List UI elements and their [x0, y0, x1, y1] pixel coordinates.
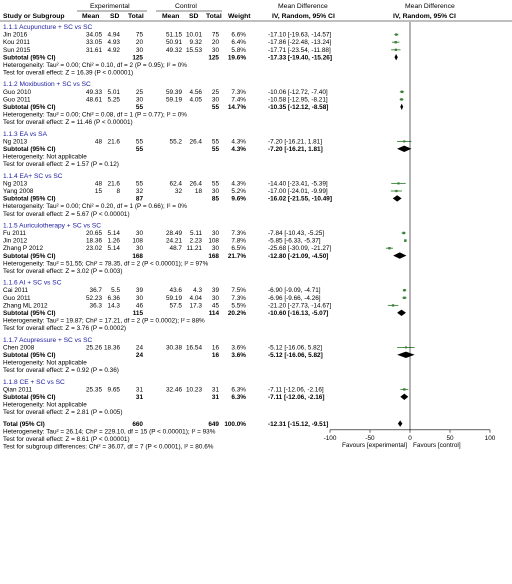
subtotal-total-control: 55 [211, 104, 219, 111]
study-point-estimate [397, 182, 399, 184]
total-experimental: 75 [135, 31, 143, 39]
subtotal-weight: 4.3% [231, 146, 246, 153]
overall-effect-test: Test for overall effect: Z = 2.81 (P = 0.005) [3, 409, 123, 417]
subtotal-weight: 19.6% [227, 54, 246, 62]
sd-control: 15.53 [186, 46, 202, 54]
subtotal-total-control: 114 [208, 310, 219, 317]
subtotal-diamond [400, 104, 403, 110]
mean-control: 24.21 [166, 237, 182, 245]
header-mean-1: Mean [82, 13, 100, 20]
weight: 5.5% [231, 302, 246, 310]
overall-effect-test: Test for overall effect: Z = 0.92 (P = 0.36) [3, 367, 119, 375]
sd-control: 2.23 [189, 237, 202, 245]
total-control: 25 [211, 88, 219, 96]
heterogeneity-text: Heterogeneity: Not applicable [3, 359, 87, 367]
mean-control: 59.19 [166, 294, 182, 302]
sd-control: 5.11 [190, 230, 202, 237]
study-point-estimate [395, 33, 397, 35]
weight: 7.3% [231, 230, 246, 237]
sd-control: 4.04 [189, 294, 202, 302]
mean-difference-ci: -6.96 [-9.66, -4.26] [268, 294, 321, 302]
mean-difference-ci: -7.11 [-12.06, -2.16] [268, 386, 324, 394]
subtotal-total-experimental: 168 [132, 252, 143, 260]
heterogeneity-text: Heterogeneity: Tau² = 19.87; Chi² = 17.21, df = 2 (P = 0.0002); I² = 88% [3, 317, 205, 325]
study-point-estimate [392, 304, 394, 306]
subtotal-row [3, 195, 402, 202]
total-experimental: 24 [135, 344, 143, 352]
study-point-estimate [403, 297, 405, 299]
subtotal-total-control: 85 [211, 195, 219, 203]
sd-experimental: 4.92 [107, 46, 120, 54]
mean-control: 59.39 [166, 88, 182, 96]
study-name: Chen 2008 [3, 344, 35, 352]
total-overall-effect: Test for overall effect: Z = 8.61 (P < 0.00001) [3, 436, 130, 443]
study-row [3, 302, 398, 309]
header-mean-2: Mean [162, 13, 180, 20]
total-control: 55 [211, 138, 219, 146]
header-control: Control [175, 3, 197, 10]
study-point-estimate [403, 388, 405, 390]
subtotal-diamond [397, 310, 406, 316]
total-experimental: 46 [135, 302, 143, 310]
header-ci-plot: IV, Random, 95% CI [393, 13, 456, 20]
header-ci: IV, Random, 95% CI [272, 13, 335, 20]
header-total-1: Total [128, 13, 144, 20]
study-name: Kou 2011 [3, 39, 30, 47]
subgroup-differences-test: Test for subgroup differences: Chi² = 36.07, df = 7 (P < 0.0001), I² = 80.6% [3, 443, 214, 451]
weight: 7.4% [231, 96, 246, 104]
subtotal-diamond [393, 195, 402, 201]
subgroup-title: 1.1.1 Acupuncture + SC vs SC [3, 24, 93, 31]
study-name: Guo 2010 [3, 88, 32, 96]
total-ci: -12.31 [-15.12, -9.51] [268, 420, 329, 428]
mean-control: 51.15 [166, 31, 182, 39]
total-control: 108 [208, 237, 219, 245]
study-point-estimate [404, 239, 407, 242]
sd-control: 11.21 [186, 245, 202, 253]
total-control: 30 [211, 230, 219, 237]
study-row [3, 32, 398, 39]
header-study-or-subgroup: Study or Subgroup [3, 13, 65, 20]
mean-experimental: 48 [94, 138, 102, 146]
mean-experimental: 49.33 [86, 88, 102, 96]
study-point-estimate [388, 247, 390, 249]
study-point-estimate [395, 49, 397, 51]
total-experimental: 55 [135, 138, 143, 146]
subgroup-7 [3, 337, 415, 374]
subgroup-2 [3, 81, 404, 126]
study-name: Ng 2013 [3, 180, 28, 188]
mean-difference-ci: -5.12 [-16.06, 5.82] [268, 344, 323, 352]
overall-effect-test: Test for overall effect: Z = 3.76 (P = 0.0002) [3, 325, 127, 333]
mean-experimental: 18.36 [86, 237, 102, 245]
total-experimental: 30 [135, 230, 143, 237]
heterogeneity-text: Heterogeneity: Tau² = 0.00; Chi² = 0.20, df = 1 (P = 0.66); I² = 0% [3, 203, 187, 211]
mean-experimental: 52.23 [86, 294, 102, 302]
header-weight: Weight [228, 13, 251, 20]
mean-experimental: 36.7 [89, 287, 102, 295]
subtotal-label: Subtotal (95% CI) [3, 54, 56, 62]
total-experimental: 30 [135, 294, 143, 302]
subtotal-ci: -17.33 [-19.40, -15.26] [268, 54, 332, 62]
axis-tick-label: -50 [365, 434, 375, 442]
sd-control: 18 [194, 188, 202, 195]
overall-effect-test: Test for overall effect: Z = 11.46 (P < 0.00001) [3, 119, 133, 127]
total-control: 30 [211, 96, 219, 104]
table-header [0, 3, 512, 21]
total-experimental: 55 [135, 180, 143, 188]
subtotal-total-control: 168 [208, 252, 219, 260]
overall-effect-test: Test for overall effect: Z = 16.39 (P < 0.00001) [3, 69, 134, 77]
subtotal-label: Subtotal (95% CI) [3, 195, 56, 203]
header-mean-difference: Mean Difference [278, 3, 328, 10]
mean-experimental: 15 [94, 188, 102, 195]
mean-control: 28.49 [166, 230, 182, 237]
heterogeneity-text: Heterogeneity: Tau² = 0.00; Chi² = 0.10, df = 2 (P = 0.95); I² = 0% [3, 62, 187, 69]
weight: 7.3% [231, 88, 246, 96]
sd-experimental: 4.93 [107, 39, 120, 47]
mean-experimental: 48.61 [86, 96, 102, 104]
study-name: Yang 2008 [3, 188, 34, 195]
subgroup-3 [3, 131, 411, 168]
favours-experimental-label: Favours [experimental] [342, 441, 407, 449]
study-point-estimate [395, 190, 397, 192]
subtotal-ci: -12.80 [-21.09, -4.50] [268, 252, 329, 260]
mean-control: 48.7 [169, 245, 182, 253]
total-experimental: 30 [135, 245, 143, 253]
study-point-estimate [401, 91, 403, 93]
mean-difference-ci: -17.10 [-19.63, -14.57] [268, 31, 332, 39]
total-control: 30 [211, 245, 219, 253]
mean-experimental: 25.26 [86, 344, 102, 352]
mean-experimental: 34.05 [86, 31, 102, 39]
subgroup-title: 1.1.7 Acupressure + SC vs SC [3, 336, 93, 344]
mean-experimental: 23.02 [86, 245, 102, 253]
sd-experimental: 18.36 [104, 344, 120, 352]
subgroup-4 [3, 173, 406, 218]
header-sd-2: SD [189, 13, 199, 20]
overall-effect-test: Test for overall effect: Z = 3.02 (P = 0.003) [3, 268, 123, 275]
subtotal-label: Subtotal (95% CI) [3, 310, 56, 317]
heterogeneity-text: Heterogeneity: Not applicable [3, 401, 87, 409]
sd-experimental: 9.65 [107, 386, 120, 394]
subtotal-diamond [397, 146, 411, 152]
total-weight: 100.0% [224, 420, 246, 428]
study-name: Ng 2013 [3, 138, 28, 146]
subtotal-label: Subtotal (95% CI) [3, 104, 56, 111]
subtotal-label: Subtotal (95% CI) [3, 352, 56, 359]
study-name: Zhang P 2012 [3, 245, 44, 253]
mean-experimental: 48 [94, 180, 102, 188]
total-label: Total (95% CI) [3, 420, 45, 428]
subgroup-1 [3, 24, 400, 77]
mean-control: 32.46 [166, 386, 182, 394]
subtotal-weight: 3.6% [231, 352, 246, 359]
mean-experimental: 33.05 [86, 39, 102, 47]
mean-difference-ci: -17.71 [-23.54, -11.88] [268, 46, 331, 54]
subtotal-ci: -10.60 [-16.13, -5.07] [268, 310, 329, 317]
study-row [3, 245, 393, 252]
study-row [3, 386, 408, 393]
mean-control: 55.2 [169, 138, 182, 146]
study-row [3, 230, 406, 237]
mean-control: 32 [174, 188, 182, 195]
total-heterogeneity: Heterogeneity: Tau² = 26.14; Chi² = 229.10, df = 15 (P < 0.00001); I² = 93% [3, 428, 216, 436]
favours-control-label: Favours [control] [413, 441, 461, 449]
weight: 4.3% [231, 180, 246, 188]
subtotal-total-control: 125 [208, 54, 219, 62]
subtotal-diamond [400, 394, 408, 400]
sd-experimental: 14.3 [107, 302, 120, 310]
sd-experimental: 5.14 [107, 245, 120, 253]
weight: 4.3% [231, 138, 246, 146]
sd-control: 10.01 [186, 31, 202, 39]
total-experimental: 108 [132, 237, 143, 245]
subgroup-title: 1.1.3 EA vs SA [3, 130, 47, 138]
subtotal-ci: -7.20 [-16.21, 1.81] [268, 146, 323, 153]
subtotal-label: Subtotal (95% CI) [3, 146, 56, 153]
weight: 5.2% [231, 188, 246, 195]
mean-difference-ci: -10.06 [-12.72, -7.40] [268, 88, 328, 96]
subtotal-diamond [393, 252, 406, 258]
axis-tick-label: 0 [408, 434, 412, 442]
total-control: 55 [211, 180, 219, 188]
total-control: 31 [211, 386, 219, 394]
weight: 6.6% [231, 31, 246, 39]
study-row [3, 47, 400, 54]
mean-experimental: 36.3 [89, 302, 102, 310]
sd-control: 9.32 [189, 39, 202, 47]
subgroup-8 [3, 379, 408, 416]
sd-control: 26.4 [189, 180, 202, 188]
weight: 6.4% [231, 39, 246, 47]
mean-experimental: 20.65 [86, 230, 102, 237]
study-name: Guo 2011 [3, 96, 31, 104]
study-point-estimate [400, 98, 402, 100]
overall-effect-test: Test for overall effect: Z = 1.57 (P = 0.12) [3, 161, 119, 169]
subtotal-weight: 6.3% [231, 394, 246, 401]
sd-experimental: 21.6 [107, 138, 120, 146]
table-body [3, 24, 415, 451]
subtotal-weight: 20.2% [227, 310, 246, 317]
subtotal-total-experimental: 115 [132, 310, 143, 317]
study-row [3, 96, 403, 103]
subtotal-diamond [397, 352, 415, 358]
sd-control: 10.23 [186, 386, 202, 394]
heterogeneity-text: Heterogeneity: Not applicable [3, 153, 87, 161]
sd-experimental: 4.94 [107, 31, 120, 39]
subtotal-label: Subtotal (95% CI) [3, 252, 56, 260]
subtotal-total-experimental: 55 [135, 104, 143, 111]
subtotal-total-control: 16 [211, 352, 219, 359]
study-point-estimate [403, 140, 405, 142]
subgroup-5 [3, 222, 407, 275]
total-diamond [398, 420, 402, 426]
mean-control: 43.6 [169, 287, 182, 295]
header-experimental: Experimental [90, 3, 130, 10]
sd-control: 4.56 [189, 88, 202, 96]
study-name: Cai 2011 [3, 287, 29, 295]
weight: 7.3% [231, 294, 246, 302]
mean-experimental: 31.61 [86, 46, 102, 54]
study-row [3, 188, 402, 195]
sd-experimental: 6.36 [107, 294, 120, 302]
total-control: 75 [211, 31, 219, 39]
sd-control: 16.54 [186, 344, 202, 352]
subtotal-total-experimental: 125 [132, 54, 143, 62]
subtotal-ci: -5.12 [-16.06, 5.82] [268, 352, 323, 359]
sd-experimental: 5.14 [107, 230, 120, 237]
sd-control: 17.3 [189, 302, 202, 310]
mean-experimental: 25.35 [86, 386, 102, 394]
mean-difference-ci: -17.86 [-22.48, -13.24] [268, 39, 332, 47]
mean-control: 62.4 [169, 180, 182, 188]
sd-experimental: 21.6 [107, 180, 120, 188]
total-n-control: 649 [208, 420, 219, 428]
study-row [3, 238, 407, 245]
total-experimental: 25 [135, 88, 143, 96]
x-axis [324, 22, 496, 449]
mean-difference-ci: -17.00 [-24.01, -9.99] [268, 188, 328, 195]
study-point-estimate [402, 232, 404, 234]
subtotal-row [3, 352, 415, 359]
study-name: Guo 2011 [3, 294, 31, 302]
sd-control: 4.05 [189, 96, 202, 104]
total-experimental: 32 [135, 188, 143, 195]
heterogeneity-text: Heterogeneity: Tau² = 0.00; Chi² = 0.08, df = 1 (P = 0.77); I² = 0% [3, 111, 187, 119]
total-experimental: 39 [135, 287, 143, 295]
study-name: Qian 2011 [3, 386, 33, 394]
total-control: 30 [211, 294, 219, 302]
sd-experimental: 5.25 [107, 96, 120, 104]
subtotal-total-control: 31 [211, 394, 219, 401]
study-point-estimate [403, 289, 406, 292]
mean-difference-ci: -5.85 [-6.33, -5.37] [268, 237, 321, 245]
overall-effect-test: Test for overall effect: Z = 5.67 (P < 0.00001) [3, 210, 130, 218]
mean-difference-ci: -7.20 [-16.21, 1.81] [268, 138, 323, 146]
weight: 7.5% [231, 287, 246, 295]
subgroup-6 [3, 280, 407, 333]
subtotal-row [3, 146, 411, 153]
heterogeneity-text: Heterogeneity: Tau² = 51.55; Chi² = 78.35, df = 2 (P < 0.00001); I² = 97% [3, 260, 209, 268]
mean-control: 59.19 [166, 96, 182, 104]
study-name: Jin 2012 [3, 237, 28, 245]
sd-experimental: 5.01 [107, 88, 120, 96]
header-total-2: Total [206, 13, 222, 20]
study-row [3, 89, 404, 96]
mean-difference-ci: -25.68 [-30.09, -21.27] [268, 245, 332, 253]
total-control: 30 [211, 188, 219, 195]
subtotal-diamond [394, 54, 397, 60]
sd-experimental: 1.26 [107, 237, 120, 245]
study-point-estimate [395, 41, 397, 43]
mean-difference-ci: -10.58 [-12.95, -8.21] [268, 96, 328, 104]
mean-control: 57.5 [169, 302, 182, 310]
total-control: 39 [211, 287, 219, 295]
weight: 6.5% [231, 245, 246, 253]
subtotal-ci: -7.11 [-12.06, -2.16] [268, 394, 325, 401]
subtotal-weight: 9.6% [231, 195, 246, 203]
weight: 3.6% [231, 344, 246, 352]
mean-difference-ci: -6.90 [-9.09, -4.71] [268, 287, 321, 295]
subgroup-title: 1.1.6 AI + SC vs SC [3, 279, 62, 287]
sd-control: 26.4 [189, 138, 202, 146]
subgroup-title: 1.1.2 Moxibustion + SC vs SC [3, 81, 91, 89]
subtotal-row [3, 394, 408, 401]
study-name: Zhang ML 2012 [3, 302, 48, 310]
study-row [3, 180, 406, 187]
study-name: Sun 2015 [3, 46, 31, 54]
subtotal-weight: 14.7% [227, 104, 246, 111]
subtotal-total-experimental: 87 [135, 195, 143, 203]
study-row [3, 295, 407, 302]
total-control: 16 [211, 344, 219, 352]
subgroup-title: 1.1.4 EA+ SC vs SC [3, 172, 63, 180]
mean-difference-ci: -7.84 [-10.43, -5.25] [268, 230, 325, 237]
study-row [3, 344, 415, 351]
study-row [3, 138, 411, 145]
total-control: 20 [211, 39, 219, 47]
subtotal-total-control: 55 [211, 146, 219, 153]
subtotal-total-experimental: 55 [135, 146, 143, 153]
subtotal-row [3, 104, 403, 111]
sd-experimental: 8 [116, 188, 120, 195]
total-control: 45 [211, 302, 219, 310]
subtotal-row [3, 310, 406, 317]
total-experimental: 30 [135, 96, 143, 104]
subtotal-ci: -10.35 [-12.12, -8.58] [268, 104, 329, 111]
total-n-experimental: 660 [132, 420, 143, 428]
weight: 5.8% [231, 46, 246, 54]
sd-experimental: 5.5 [111, 287, 120, 295]
subtotal-ci: -16.02 [-21.55, -10.49] [268, 195, 332, 203]
axis-tick-label: 100 [484, 434, 496, 442]
weight: 6.3% [231, 386, 246, 394]
subtotal-row [3, 252, 406, 259]
weight: 7.8% [231, 237, 246, 245]
study-point-estimate [405, 346, 407, 348]
total-row [3, 420, 402, 427]
mean-difference-ci: -21.20 [-27.73, -14.67] [268, 302, 332, 310]
header-sd-1: SD [110, 13, 120, 20]
subtotal-total-experimental: 24 [135, 352, 143, 359]
mean-control: 49.32 [166, 46, 182, 54]
axis-tick-label: 50 [446, 434, 454, 442]
total-experimental: 20 [135, 39, 143, 47]
total-experimental: 31 [135, 386, 143, 394]
total-control: 30 [211, 46, 219, 54]
sd-control: 4.3 [193, 287, 202, 295]
total-experimental: 30 [135, 46, 143, 54]
mean-difference-ci: -14.40 [-23.41, -5.39] [268, 180, 328, 188]
subgroup-title: 1.1.5 Auriculotherapy + SC vs SC [3, 222, 102, 230]
axis-tick-label: -100 [323, 434, 337, 442]
subtotal-weight: 21.7% [227, 252, 246, 260]
study-name: Fu 2011 [3, 230, 26, 237]
subtotal-label: Subtotal (95% CI) [3, 394, 56, 401]
subtotal-row [3, 54, 398, 61]
study-name: Jin 2016 [3, 31, 28, 39]
mean-control: 50.91 [166, 39, 182, 47]
subtotal-total-experimental: 31 [135, 394, 143, 401]
subgroup-title: 1.1.8 CE + SC vs SC [3, 378, 65, 386]
mean-control: 30.38 [166, 344, 182, 352]
study-row [3, 39, 399, 46]
header-mean-difference-plot: Mean Difference [405, 3, 455, 10]
study-row [3, 287, 406, 294]
